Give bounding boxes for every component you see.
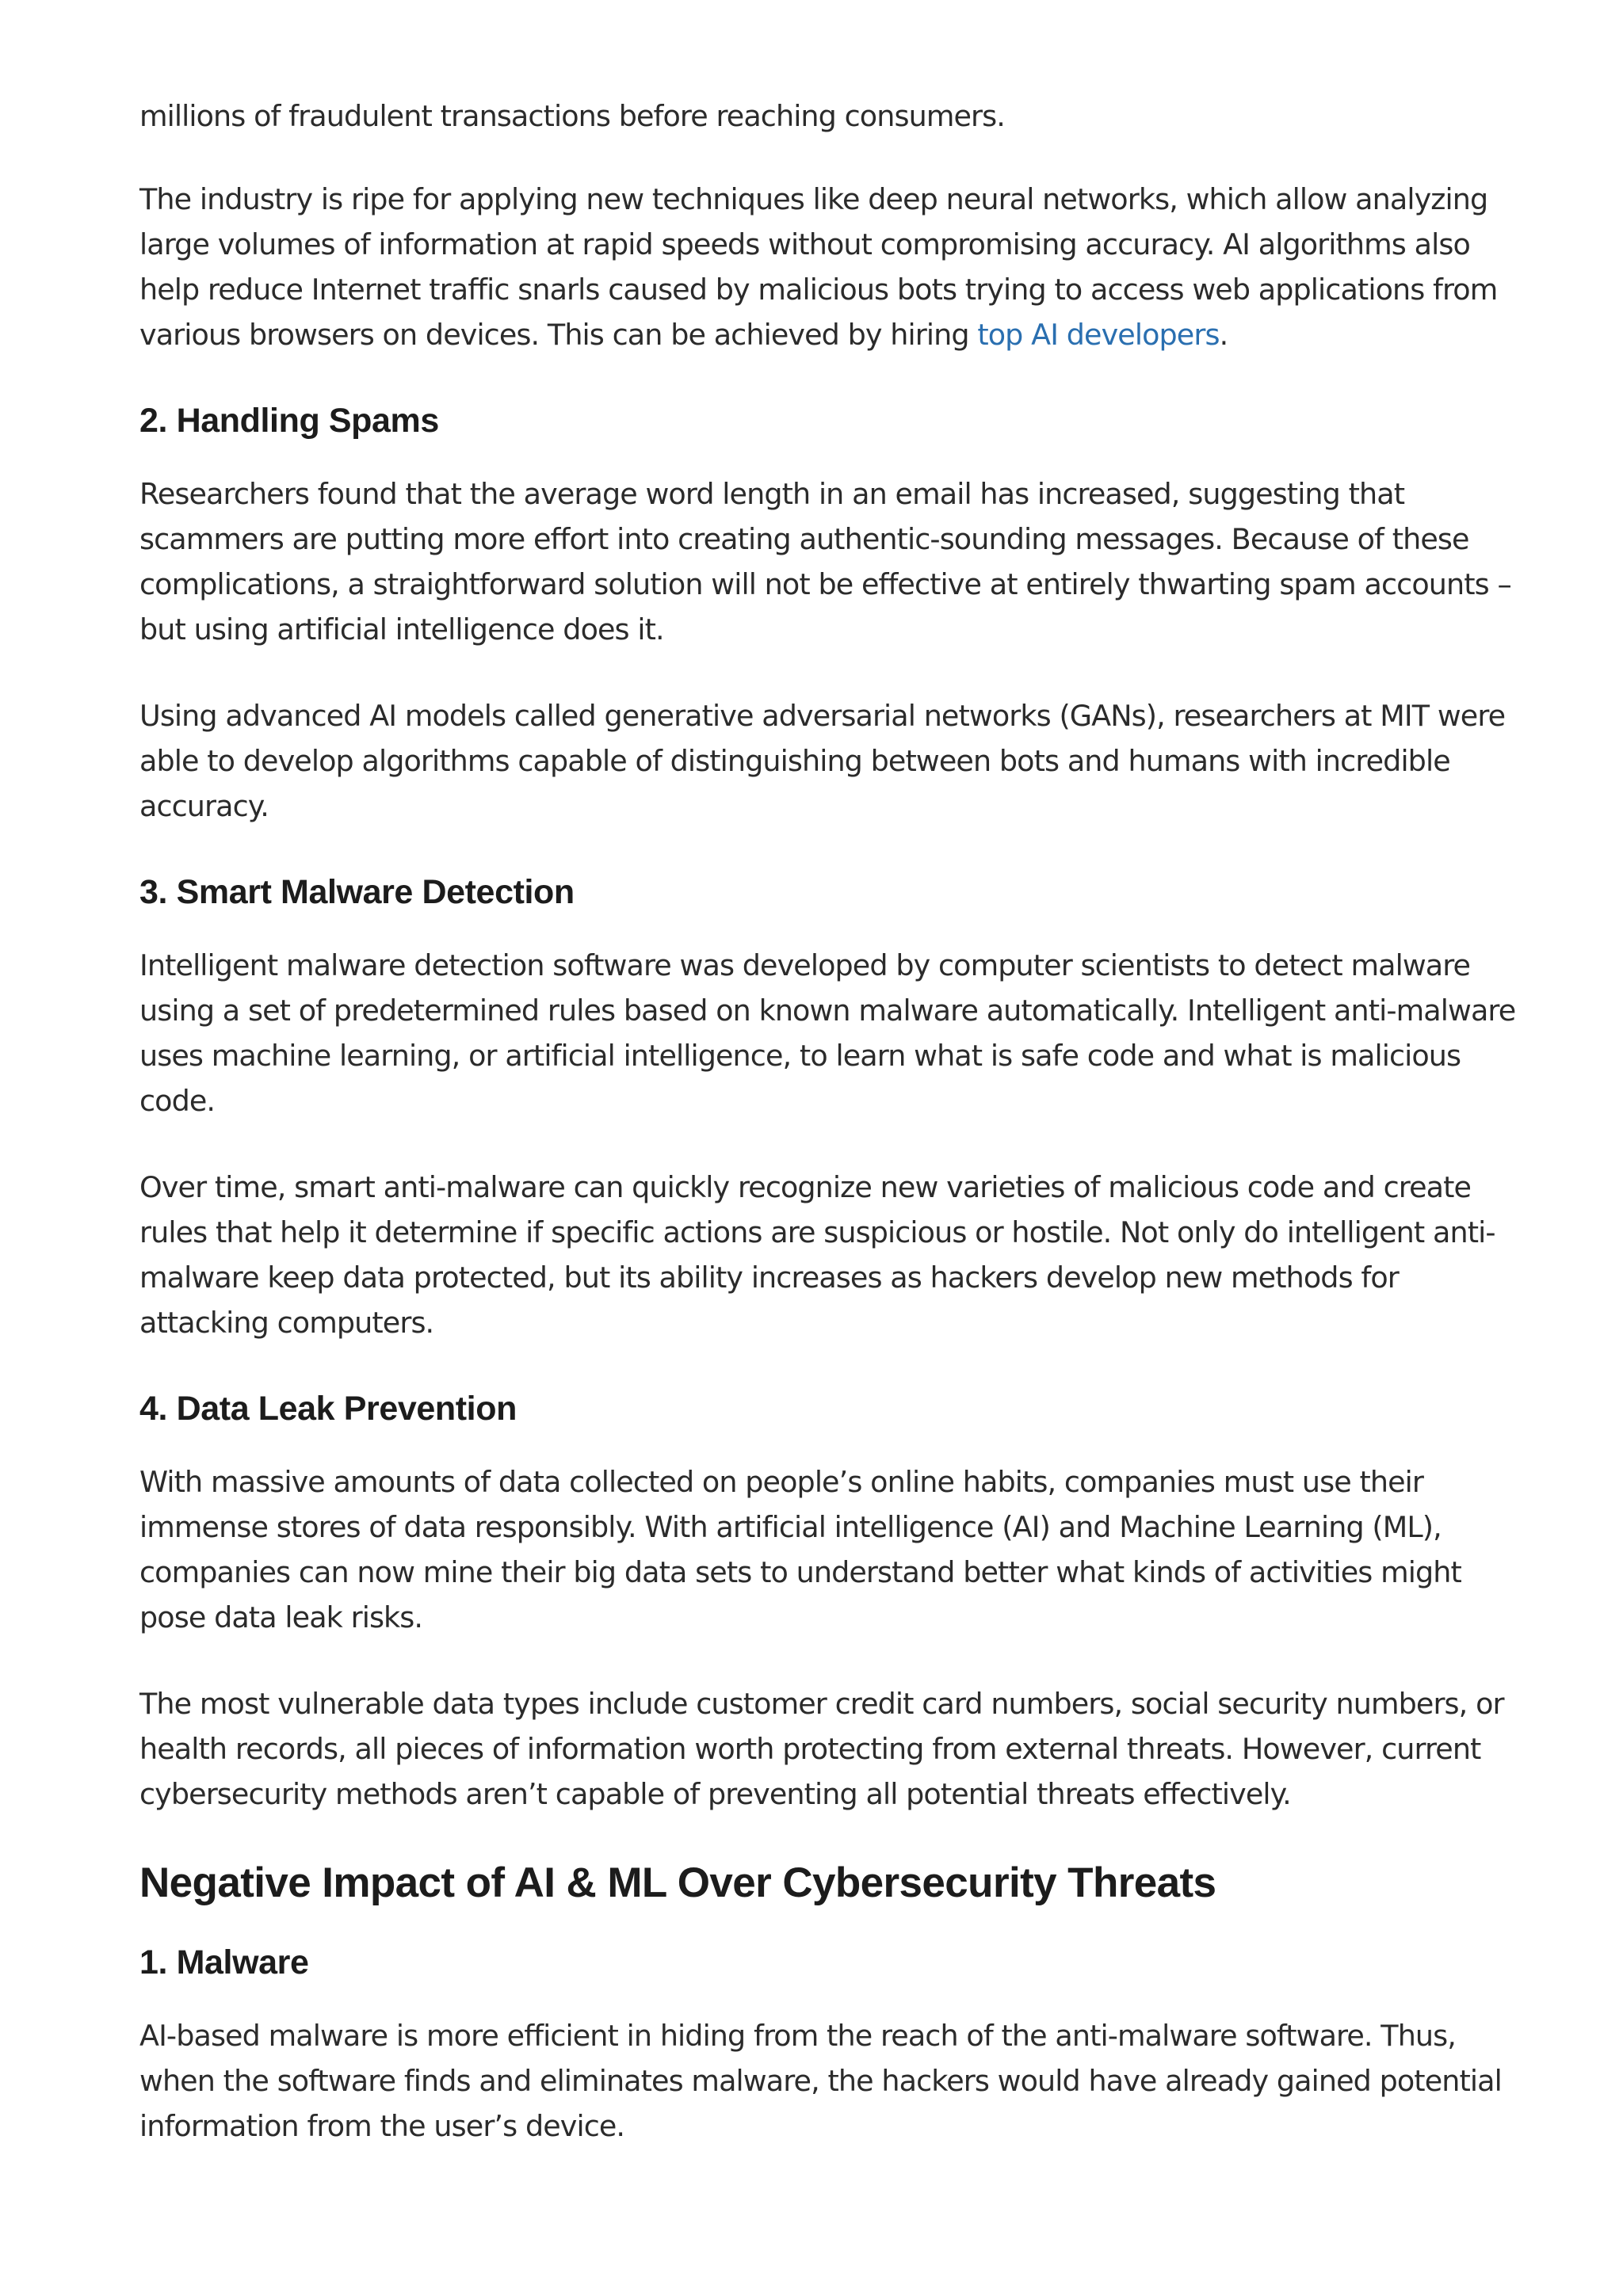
paragraph-intelligent-malware: Intelligent malware detection software was developed by computer scientists to detect malware using a set of predetermined rules based on known malware automatically. Intelligent anti-malware uses machine learning, or artificial intelligence, to learn what is safe code and what is malicious code.: [139, 948, 1516, 1118]
heading-smart-malware-detection: 3. Smart Malware Detection: [139, 873, 575, 911]
top-ai-developers-link[interactable]: top AI developers: [977, 318, 1220, 352]
heading-negative-impact: Negative Impact of AI & ML Over Cybersecurity Threats: [139, 1859, 1216, 1906]
paragraph-end: .: [1219, 318, 1228, 352]
paragraph-ai-based-malware: AI-based malware is more efficient in hiding from the reach of the anti-malware software. Thus, when the software finds and eliminates malware, the hackers would have already gained potential information from the user’s device.: [139, 2019, 1502, 2143]
paragraph-gans: Using advanced AI models called generative adversarial networks (GANs), researchers at MIT were able to develop algorithms capable of distinguishing between bots and humans with incredible accuracy.: [139, 699, 1506, 823]
paragraph-text: The industry is ripe for applying new techniques like deep neural networks, which allow analyzing large volumes of information at rapid speeds without compromising accuracy. AI algorithms also help reduce Internet traffic snarls caused by malicious bots trying to access web applications from various browsers on devices. This can be achieved by hiring: [139, 182, 1498, 352]
heading-data-leak-prevention: 4. Data Leak Prevention: [139, 1390, 517, 1428]
paragraph-word-length: Researchers found that the average word length in an email has increased, suggesting that scammers are putting more effort into creating authentic-sounding messages. Because of these complications, a straightforward solution will not be effective at entirely thwarting spam accounts – but using artificial intelligence does it.: [139, 477, 1511, 646]
paragraph-massive-data: With massive amounts of data collected on people’s online habits, companies must use their immense stores of data responsibly. With artificial intelligence (AI) and Machine Learning (ML), companies can now mine their big data sets to understand better what kinds of activities might pose data leak risks.: [139, 1465, 1461, 1634]
article-content: [139, 93, 1534, 2190]
paragraph-smart-anti-malware: Over time, smart anti-malware can quickly recognize new varieties of malicious code and create rules that help it determine if specific actions are suspicious or hostile. Not only do intelligent anti-malware keep data protected, but its ability increases as hackers develop new methods for attacking computers.: [139, 1170, 1495, 1340]
paragraph-vulnerable-data: The most vulnerable data types include customer credit card numbers, social security numbers, or health records, all pieces of information worth protecting from external threats. However, current cybersecurity methods aren’t capable of preventing all potential threats effectively.: [139, 1687, 1504, 1811]
paragraph-fraudulent-transactions: millions of fraudulent transactions before reaching consumers.: [139, 99, 1005, 133]
paragraph-industry-techniques: [139, 177, 1534, 357]
heading-handling-spams: 2. Handling Spams: [139, 402, 439, 440]
heading-malware: 1. Malware: [139, 1943, 309, 1981]
